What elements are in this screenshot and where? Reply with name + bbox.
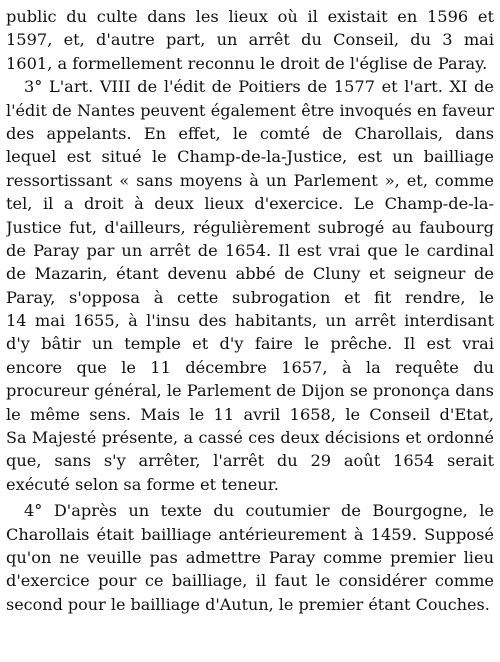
text-line: des appelants. En effet, le comté de Charollais, dans [6,123,494,143]
text-line: le même sens. Mais le 11 avril 1658, le Conseil d'Etat, [6,404,494,424]
text-line: public du culte dans les lieux où il existait en 1596 et [6,7,494,26]
text-line: Paray, s'opposa à cette subrogation et fit rendre, le [6,287,494,307]
text-line: Justice fut, d'ailleurs, régulièrement subrogé au faubourg [6,217,494,237]
text-line: d'y bâtir un temple et d'y faire le prêche. Il est vrai [6,334,494,354]
text-line: de Mazarin, étant devenu abbé de Cluny et seigneur de [6,264,494,284]
text-line: 4° D'après un texte du coutumier de Bourgogne, le [24,501,494,521]
text-line: 1597, et, d'autre part, un arrêt du Conseil, du 3 mai [6,30,494,50]
text-line: d'exercice pour ce bailliage, il faut le considérer comme [6,571,494,591]
text-line: 14 mai 1655, à l'insu des habitants, un arrêt interdisant [6,311,494,331]
text-line: ressortissant « sans moyens à un Parlement », et, comme [6,170,494,190]
paragraph-1 [6,5,494,75]
text-line: exécuté selon sa forme et teneur. [6,474,279,494]
text-line: 1601, a formellement reconnu le droit de l'église de Paray. [6,53,488,73]
text-line: que, sans s'y arrêter, l'arrêt du 29 août 1654 serait [6,451,494,471]
text-line: second pour le bailliage d'Autun, le premier étant Couches. [6,594,490,614]
text-line: procureur général, le Parlement de Dijon se prononça dans [6,381,494,401]
text-line: encore que le 11 décembre 1657, à la requête du [6,357,494,377]
text-line: l'édit de Nantes peuvent également être invoqués en faveur [6,100,494,120]
document-page [6,5,494,616]
text-line: lequel est situé le Champ-de-la-Justice, est un bailliage [6,147,494,167]
text-line: de Paray par un arrêt de 1654. Il est vrai que le cardinal [6,240,494,260]
text-line: 3° L'art. VIII de l'édit de Poitiers de 1577 et l'art. XI de [24,77,494,97]
text-line: Sa Majesté présente, a cassé ces deux décisions et ordonné [6,428,494,448]
text-line: qu'on ne veuille pas admettre Paray comme premier lieu [6,547,494,567]
text-line: tel, il a droit à deux lieux d'exercice. Le Champ-de-la- [6,194,494,214]
paragraph-2 [6,75,494,496]
paragraph-3 [6,499,494,616]
text-line: Charollais était bailliage antérieurement à 1459. Supposé [6,524,494,544]
